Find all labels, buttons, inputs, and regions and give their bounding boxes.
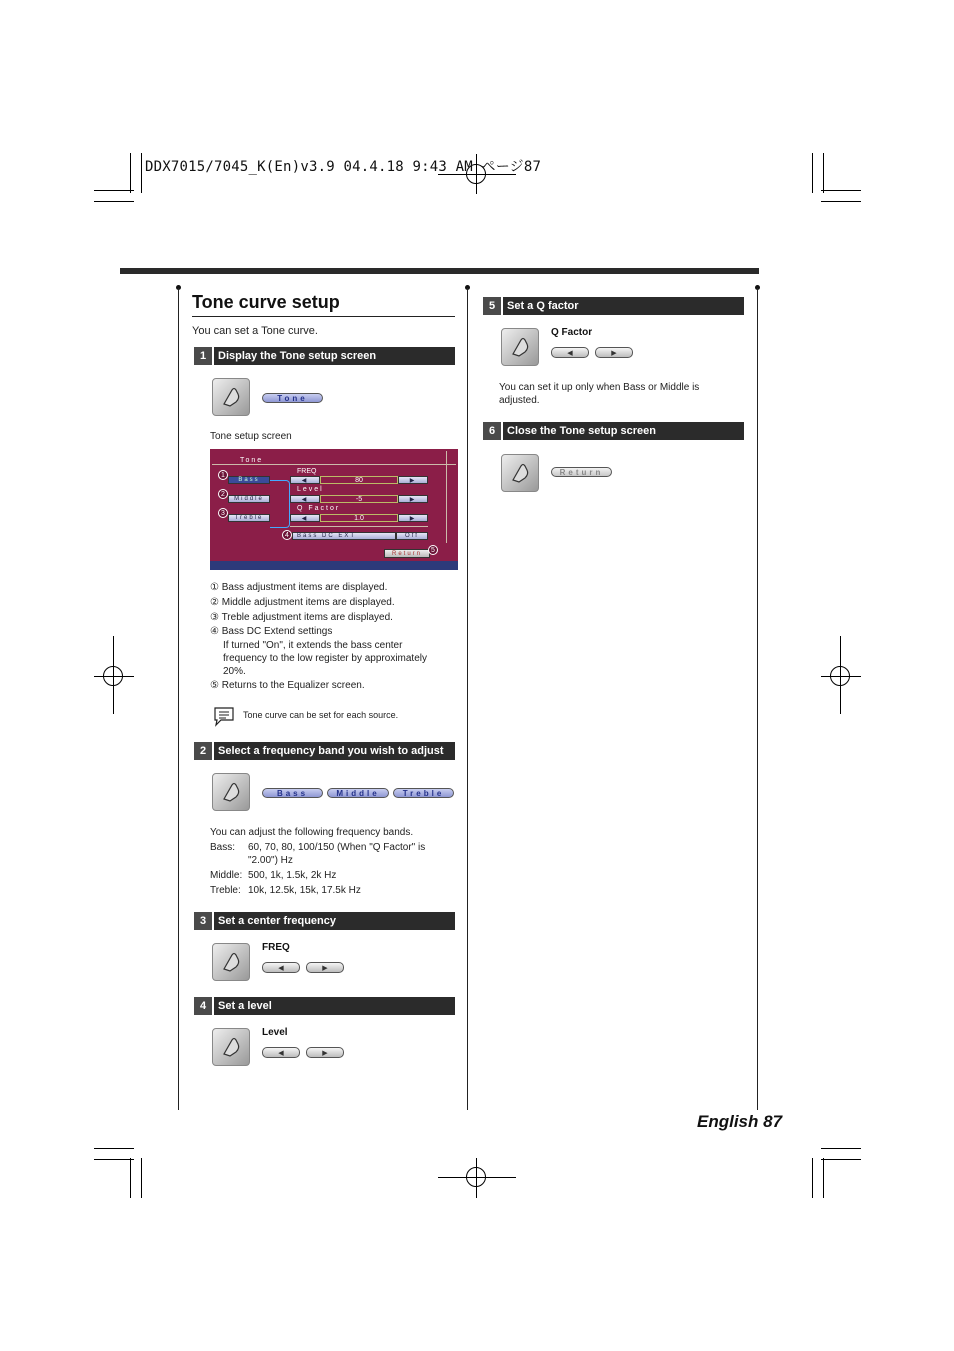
crop-mark xyxy=(821,190,861,191)
step-3-header xyxy=(194,912,455,930)
list-item: ② Middle adjustment items are displayed. xyxy=(210,597,395,608)
registration-line xyxy=(94,676,134,677)
bass-button[interactable]: Bass xyxy=(262,788,323,798)
column-rule xyxy=(467,288,468,1110)
step-number: 2 xyxy=(194,742,214,760)
touch-hand-icon xyxy=(501,328,539,366)
list-item: If turned "On", it extends the bass center xyxy=(223,640,403,651)
crop-mark xyxy=(821,1148,861,1149)
treble-band-label: Treble: xyxy=(210,885,241,896)
crop-mark xyxy=(821,1159,861,1160)
treble-button[interactable]: Treble xyxy=(393,788,454,798)
step-6-header xyxy=(483,422,744,440)
screen-q-right[interactable]: ▶ xyxy=(398,514,428,522)
bracket-line xyxy=(270,480,290,528)
crop-mark xyxy=(821,201,861,202)
touch-hand-icon xyxy=(212,378,250,416)
screen-freq-value: 80 xyxy=(320,476,398,484)
registration-line xyxy=(840,636,841,714)
screen-bdc-label: Bass DC EXT xyxy=(292,532,396,540)
level-control-label: Level xyxy=(262,1027,288,1038)
top-rule xyxy=(120,268,759,274)
list-item: 20%. xyxy=(223,666,246,677)
crop-mark xyxy=(94,190,134,191)
list-item: ④ Bass DC Extend settings xyxy=(210,626,333,637)
middle-button[interactable]: Middle xyxy=(327,788,389,798)
step-1-header xyxy=(194,347,455,365)
registration-line xyxy=(438,1177,516,1178)
file-header: DDX7015/7045_K(En)v3.9 04.4.18 9:43 AM ページ87 xyxy=(145,159,542,175)
registration-line xyxy=(476,1158,477,1198)
column-rule xyxy=(178,288,179,1110)
level-right-button[interactable]: ▶ xyxy=(306,1047,344,1058)
screen-q-label: Q Factor xyxy=(297,505,341,512)
step-2-header xyxy=(194,742,455,760)
list-item: frequency to the low register by approximately xyxy=(223,653,427,664)
tone-setup-screen xyxy=(210,449,458,570)
screen-level-value: -5 xyxy=(320,495,398,503)
level-left-button[interactable]: ◀ xyxy=(262,1047,300,1058)
title-underline xyxy=(192,316,455,317)
screen-divider xyxy=(212,464,456,465)
list-item: ⑤ Returns to the Equalizer screen. xyxy=(210,680,365,691)
touch-hand-icon xyxy=(212,1028,250,1066)
step-number: 1 xyxy=(194,347,214,365)
crop-mark xyxy=(823,153,824,193)
page-title: Tone curve setup xyxy=(192,292,340,312)
q-right-button[interactable]: ▶ xyxy=(595,347,633,358)
crop-mark xyxy=(812,1158,813,1198)
crop-mark xyxy=(823,1158,824,1198)
marker-2: 2 xyxy=(218,489,228,499)
registration-line xyxy=(113,636,114,714)
tone-button[interactable]: Tone xyxy=(262,393,323,403)
marker-5: 5 xyxy=(428,545,438,555)
screen-q-value: 1.0 xyxy=(320,514,398,522)
screen-footer-bar xyxy=(210,561,458,570)
step-label: Set a center frequency xyxy=(218,915,336,927)
treble-band-values: 10k, 12.5k, 15k, 17.5k Hz xyxy=(248,885,361,896)
note-text: Tone curve can be set for each source. xyxy=(243,710,399,720)
page-number: English 87 xyxy=(697,1112,783,1131)
touch-hand-icon xyxy=(212,773,250,811)
return-button[interactable]: Return xyxy=(551,467,612,477)
step-4-header xyxy=(194,997,455,1015)
crop-mark xyxy=(130,1158,131,1198)
screen-level-left[interactable]: ◀ xyxy=(290,495,320,503)
q-control-label: Q Factor xyxy=(551,327,593,338)
screen-title: Tone xyxy=(240,457,264,464)
crop-mark xyxy=(141,1158,142,1198)
step-5-header xyxy=(483,297,744,315)
step-number: 5 xyxy=(483,297,503,315)
step-label: Select a frequency band you wish to adjust xyxy=(218,745,444,757)
bass-band-values: 60, 70, 80, 100/150 (When "Q Factor" is xyxy=(248,842,426,853)
marker-4: 4 xyxy=(282,530,292,540)
marker-1: 1 xyxy=(218,470,228,480)
freq-control-label: FREQ xyxy=(262,942,290,953)
freq-left-button[interactable]: ◀ xyxy=(262,962,300,973)
screen-divider xyxy=(446,451,447,543)
list-item: ① Bass adjustment items are displayed. xyxy=(210,582,388,593)
screen-bdc-value[interactable]: Off xyxy=(396,532,428,540)
screen-caption: Tone setup screen xyxy=(210,431,292,442)
bands-intro: You can adjust the following frequency bands. xyxy=(210,827,414,838)
screen-treble-button[interactable]: Treble xyxy=(228,514,270,522)
touch-hand-icon xyxy=(212,943,250,981)
q-note-line1: You can set it up only when Bass or Middle is xyxy=(499,382,700,393)
screen-middle-button[interactable]: Middle xyxy=(228,495,270,503)
crop-mark xyxy=(94,1148,134,1149)
note-icon xyxy=(212,705,236,725)
screen-level-label: Level xyxy=(297,486,324,493)
screen-freq-label: FREQ xyxy=(297,468,317,475)
screen-return-button[interactable]: Return xyxy=(384,549,430,558)
screen-freq-left[interactable]: ◀ xyxy=(290,476,320,484)
screen-divider xyxy=(290,526,428,527)
step-number: 4 xyxy=(194,997,214,1015)
step-number: 3 xyxy=(194,912,214,930)
q-left-button[interactable]: ◀ xyxy=(551,347,589,358)
crop-mark xyxy=(812,153,813,193)
registration-line xyxy=(821,676,861,677)
list-item: ③ Treble adjustment items are displayed. xyxy=(210,612,393,623)
intro-text: You can set a Tone curve. xyxy=(192,325,318,337)
screen-freq-right[interactable]: ▶ xyxy=(398,476,428,484)
bass-band-values-2: "2.00") Hz xyxy=(248,855,293,866)
step-label: Close the Tone setup screen xyxy=(507,425,656,437)
touch-hand-icon xyxy=(501,454,539,492)
screen-level-right[interactable]: ▶ xyxy=(398,495,428,503)
step-label: Set a Q factor xyxy=(507,300,579,312)
step-number: 6 xyxy=(483,422,503,440)
crop-mark xyxy=(94,1159,134,1160)
crop-mark xyxy=(94,201,134,202)
marker-3: 3 xyxy=(218,508,228,518)
q-note-line2: adjusted. xyxy=(499,395,540,406)
bass-band-label: Bass: xyxy=(210,842,236,853)
screen-q-left[interactable]: ◀ xyxy=(290,514,320,522)
screen-bass-button[interactable]: Bass xyxy=(228,476,270,484)
crop-mark xyxy=(141,153,142,193)
step-label: Set a level xyxy=(218,1000,272,1012)
freq-right-button[interactable]: ▶ xyxy=(306,962,344,973)
step-label: Display the Tone setup screen xyxy=(218,350,377,362)
column-rule xyxy=(757,288,758,1110)
middle-band-values: 500, 1k, 1.5k, 2k Hz xyxy=(248,870,337,881)
crop-mark xyxy=(130,153,131,193)
middle-band-label: Middle: xyxy=(210,870,243,881)
